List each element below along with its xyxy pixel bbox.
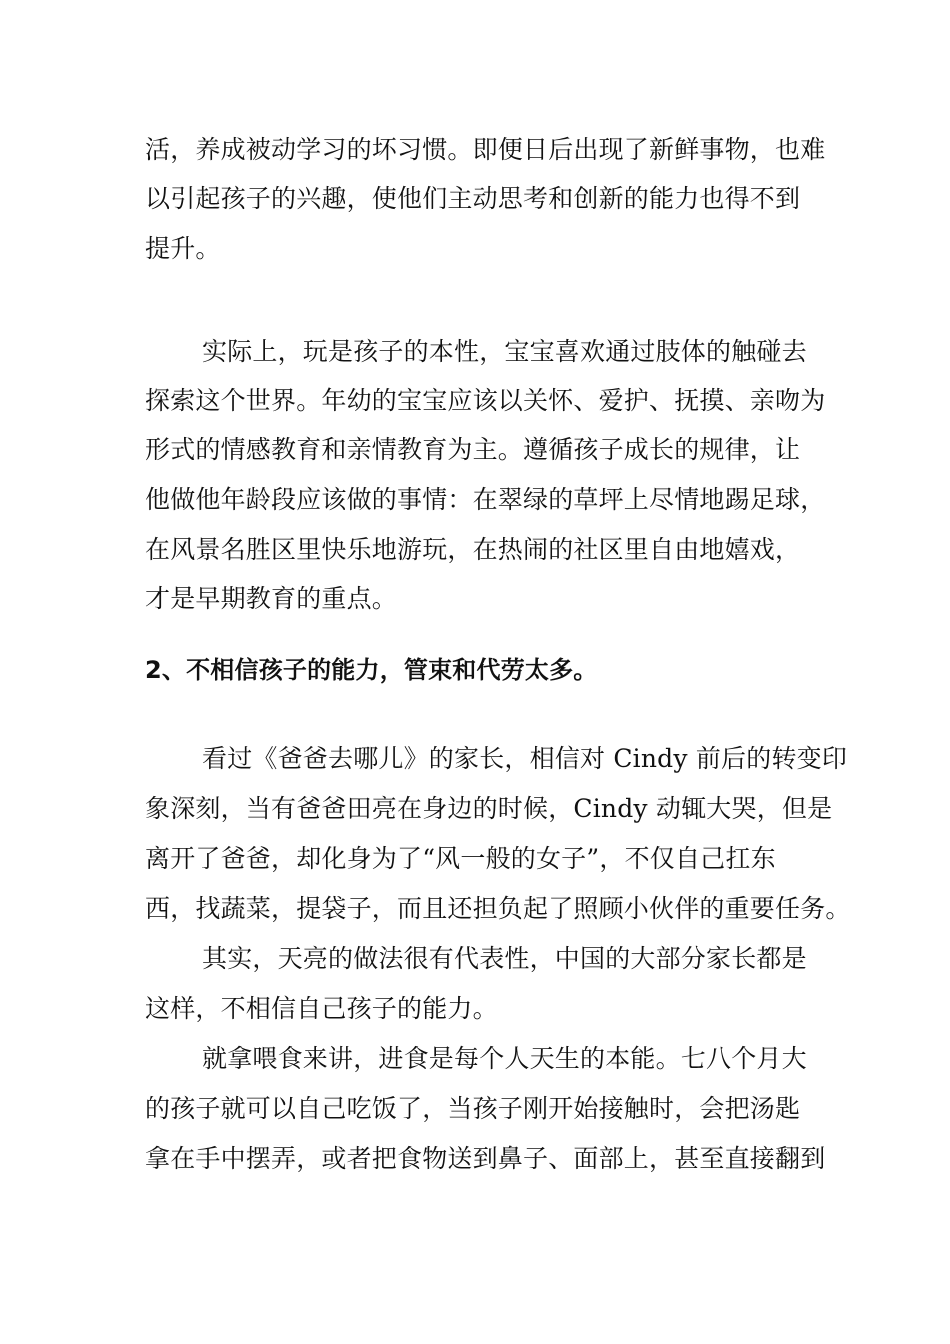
paragraph-2-line-4: 他做他年龄段应该做的事情：在翠绿的草坪上尽情地踢足球， xyxy=(145,485,826,514)
paragraph-3-line-3: 离开了爸爸，却化身为了“风一般的女子”，不仅自己扛东 xyxy=(145,844,776,873)
paragraph-2-line-3: 形式的情感教育和亲情教育为主。遵循孩子成长的规律，让 xyxy=(145,435,801,464)
paragraph-2-line-2: 探索这个世界。年幼的宝宝应该以关怀、爱护、抚摸、亲吻为 xyxy=(145,386,826,415)
paragraph-5-line-2: 的孩子就可以自己吃饭了，当孩子刚开始接触时，会把汤匙 xyxy=(145,1094,801,1123)
paragraph-4-line-1: 其实，天亮的做法很有代表性，中国的大部分家长都是 xyxy=(202,944,807,973)
paragraph-5-line-1: 就拿喂食来讲，进食是每个人天生的本能。七八个月大 xyxy=(202,1044,807,1073)
paragraph-3-line-2: 象深刻，当有爸爸田亮在身边的时候，Cindy 动辄大哭，但是 xyxy=(145,794,833,823)
paragraph-1-line-3: 提升。 xyxy=(145,234,221,263)
paragraph-2-line-1: 实际上，玩是孩子的本性，宝宝喜欢通过肢体的触碰去 xyxy=(202,337,807,366)
paragraph-1-line-1: 活，养成被动学习的坏习惯。即便日后出现了新鲜事物，也难 xyxy=(145,135,826,164)
paragraph-4-line-2: 这样，不相信自己孩子的能力。 xyxy=(145,994,498,1023)
paragraph-2-line-5: 在风景名胜区里快乐地游玩，在热闹的社区里自由地嬉戏， xyxy=(145,535,801,564)
paragraph-3-line-1: 看过《爸爸去哪儿》的家长，相信对 Cindy 前后的转变印 xyxy=(202,744,848,773)
paragraph-1-line-2: 以引起孩子的兴趣，使他们主动思考和创新的能力也得不到 xyxy=(145,184,801,213)
paragraph-5-line-3: 拿在手中摆弄，或者把食物送到鼻子、面部上，甚至直接翻到 xyxy=(145,1144,826,1173)
paragraph-2-line-6: 才是早期教育的重点。 xyxy=(145,584,398,613)
section-heading: 2、不相信孩子的能力，管束和代劳太多。 xyxy=(145,656,598,684)
paragraph-3-line-4: 西，找蔬菜，提袋子，而且还担负起了照顾小伙伴的重要任务。 xyxy=(145,894,851,923)
